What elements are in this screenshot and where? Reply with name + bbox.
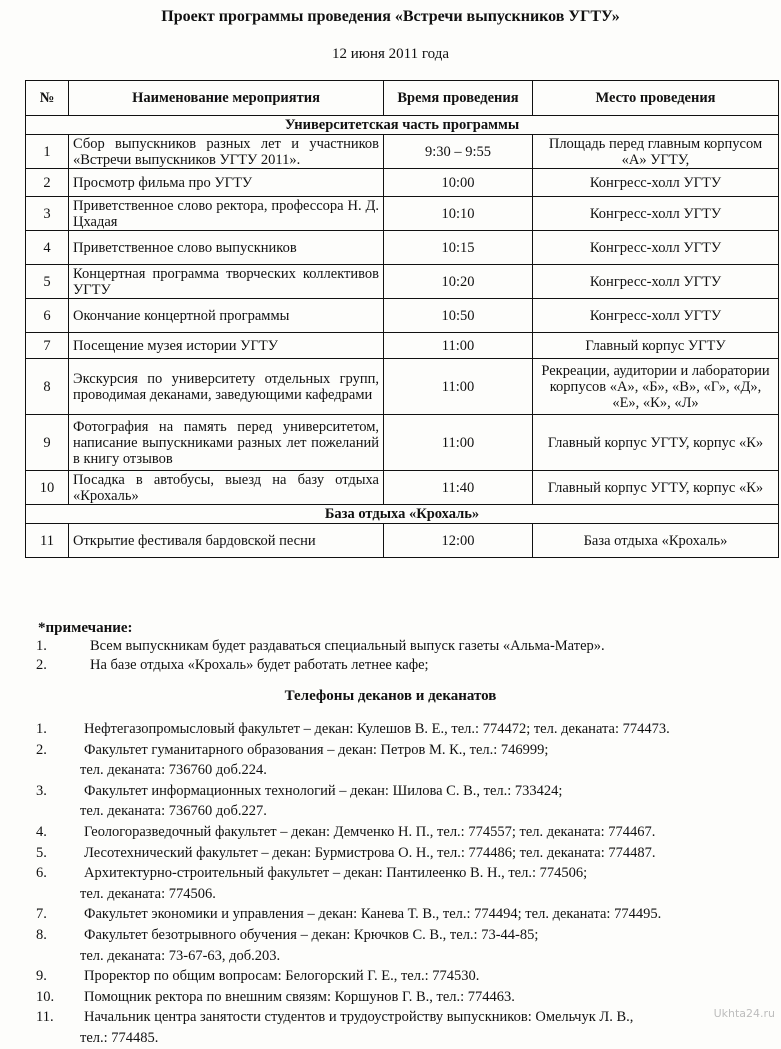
phone-number: 8. <box>36 926 47 943</box>
cell-place: Конгресс-холл УГТУ <box>533 169 779 197</box>
cell-time: 10:20 <box>384 265 533 299</box>
phone-text: Проректор по общим вопросам: Белогорский Г. Е., тел.: 774530. <box>84 968 480 985</box>
phone-number: 5. <box>36 844 47 861</box>
header-place: Место проведения <box>533 81 779 116</box>
cell-place: Главный корпус УГТУ <box>533 333 779 359</box>
section-title: Университетская часть программы <box>26 116 779 135</box>
cell-time: 10:00 <box>384 169 533 197</box>
cell-name: Концертная программа творческих коллективов УГТУ <box>69 265 384 299</box>
phone-text: Геологоразведочный факультет – декан: Демченко Н. П., тел.: 774557; тел. деканата: 774467. <box>84 823 656 840</box>
phones-list <box>0 719 760 1049</box>
cell-place: Главный корпус УГТУ, корпус «К» <box>533 415 779 471</box>
cell-name: Открытие фестиваля бардовской песни <box>69 524 384 558</box>
note-text: На базе отдыха «Крохаль» будет работать летнее кафе; <box>90 657 429 673</box>
cell-time: 10:10 <box>384 197 533 231</box>
note-number: 2. <box>36 657 47 673</box>
phone-number: 4. <box>36 823 47 840</box>
phone-item <box>0 740 760 781</box>
cell-time: 11:00 <box>384 359 533 415</box>
cell-time: 10:15 <box>384 231 533 265</box>
program-table <box>25 80 779 558</box>
cell-place: Конгресс-холл УГТУ <box>533 299 779 333</box>
program-table-body <box>26 116 779 558</box>
phone-text-continued: тел.: 774485. <box>80 1029 159 1046</box>
cell-name: Приветственное слово ректора, профессора Н. Д. Цхадая <box>69 197 384 231</box>
cell-name: Приветственное слово выпускников <box>69 231 384 265</box>
cell-time: 10:50 <box>384 299 533 333</box>
cell-num: 2 <box>26 169 69 197</box>
cell-place: Рекреации, аудитории и лаборатории корпусов «А», «Б», «В», «Г», «Д», «Е», «К», «Л» <box>533 359 779 415</box>
cell-num: 5 <box>26 265 69 299</box>
header-num: № <box>26 81 69 116</box>
table-header-row <box>26 81 779 116</box>
table-row <box>26 359 779 415</box>
cell-name: Посадка в автобусы, выезд на базу отдыха «Крохаль» <box>69 471 384 505</box>
table-row <box>26 169 779 197</box>
table-row <box>26 299 779 333</box>
phone-text: Архитектурно-строительный факультет – декан: Пантилеенко В. Н., тел.: 774506; <box>84 865 588 882</box>
phone-item <box>0 904 760 925</box>
phone-item <box>0 1007 760 1048</box>
document-date: 12 июня 2011 года <box>332 46 449 62</box>
phone-text-continued: тел. деканата: 774506. <box>80 885 216 902</box>
section-row <box>26 116 779 135</box>
phone-number: 1. <box>36 721 47 737</box>
phone-item <box>0 719 760 740</box>
table-row <box>26 524 779 558</box>
header-time: Время проведения <box>384 81 533 116</box>
phone-text: Начальник центра занятости студентов и трудоустройству выпускников: Омельчук Л. В., <box>84 1009 634 1026</box>
section-row <box>26 505 779 524</box>
phone-text-continued: тел. деканата: 736760 доб.224. <box>80 762 267 779</box>
phone-text: Факультет гуманитарного образования – декан: Петров М. К., тел.: 746999; <box>84 741 549 758</box>
phones-title: Телефоны деканов и деканатов <box>284 688 497 704</box>
section-title: База отдыха «Крохаль» <box>26 505 779 524</box>
phone-text: Факультет безотрывного обучения – декан: Крючков С. В., тел.: 73-44-85; <box>84 926 539 943</box>
table-row <box>26 197 779 231</box>
phone-number: 11. <box>36 1009 54 1026</box>
note-text: Всем выпускникам будет раздаваться специальный выпуск газеты «Альма-Матер». <box>90 638 605 654</box>
phone-text-continued: тел. деканата: 73-67-63, доб.203. <box>80 947 281 964</box>
phone-item <box>0 925 760 966</box>
cell-time: 11:00 <box>384 415 533 471</box>
phone-item <box>0 987 760 1008</box>
cell-place: База отдыха «Крохаль» <box>533 524 779 558</box>
phone-text: Нефтегазопромысловый факультет – декан: Кулешов В. Е., тел.: 774472; тел. деканата: 774473. <box>84 721 670 737</box>
cell-num: 6 <box>26 299 69 333</box>
cell-num: 4 <box>26 231 69 265</box>
cell-name: Экскурсия по университету отдельных групп, проводимая деканами, заведующими кафедрами <box>69 359 384 415</box>
table-row <box>26 471 779 505</box>
cell-place: Главный корпус УГТУ, корпус «К» <box>533 471 779 505</box>
cell-name: Просмотр фильма про УГТУ <box>69 169 384 197</box>
phone-number: 6. <box>36 865 47 882</box>
cell-time: 12:00 <box>384 524 533 558</box>
cell-num: 7 <box>26 333 69 359</box>
notes-list <box>0 637 781 675</box>
notes-title: *примечание: <box>38 620 133 636</box>
note-item <box>0 637 781 656</box>
phone-item <box>0 843 760 864</box>
cell-place: Площадь перед главным корпусом «А» УГТУ, <box>533 135 779 169</box>
cell-place: Конгресс-холл УГТУ <box>533 231 779 265</box>
phone-item <box>0 822 760 843</box>
cell-place: Конгресс-холл УГТУ <box>533 197 779 231</box>
cell-name: Посещение музея истории УГТУ <box>69 333 384 359</box>
phone-text: Помощник ректора по внешним связям: Коршунов Г. В., тел.: 774463. <box>84 988 515 1005</box>
phone-text-continued: тел. деканата: 736760 доб.227. <box>80 803 267 820</box>
table-row <box>26 265 779 299</box>
table-row <box>26 415 779 471</box>
phone-number: 2. <box>36 741 47 758</box>
cell-num: 11 <box>26 524 69 558</box>
phone-text: Факультет экономики и управления – декан: Канева Т. В., тел.: 774494; тел. деканата: 774495. <box>84 906 662 923</box>
cell-num: 9 <box>26 415 69 471</box>
cell-num: 1 <box>26 135 69 169</box>
note-number: 1. <box>36 638 47 654</box>
phone-text: Лесотехнический факультет – декан: Бурмистрова О. Н., тел.: 774486; тел. деканата: 774487. <box>84 844 656 861</box>
cell-name: Фотография на память перед университетом, написание выпускниками разных лет пожеланий в книгу отзывов <box>69 415 384 471</box>
phone-text: Факультет информационных технологий – декан: Шилова С. В., тел.: 733424; <box>84 782 563 799</box>
phone-number: 3. <box>36 782 47 799</box>
table-row <box>26 231 779 265</box>
cell-name: Окончание концертной программы <box>69 299 384 333</box>
header-name: Наименование мероприятия <box>69 81 384 116</box>
cell-place: Конгресс-холл УГТУ <box>533 265 779 299</box>
watermark: Ukhta24.ru <box>713 1007 775 1020</box>
cell-time: 11:40 <box>384 471 533 505</box>
phone-number: 10. <box>36 988 55 1005</box>
phone-item <box>0 781 760 822</box>
table-row <box>26 333 779 359</box>
cell-name: Сбор выпускников разных лет и участников «Встречи выпускников УГТУ 2011». <box>69 135 384 169</box>
phone-number: 9. <box>36 968 47 985</box>
cell-num: 8 <box>26 359 69 415</box>
phone-item <box>0 966 760 987</box>
cell-num: 3 <box>26 197 69 231</box>
phone-number: 7. <box>36 906 47 923</box>
table-row <box>26 135 779 169</box>
document-title: Проект программы проведения «Встречи выпускников УГТУ» <box>161 8 620 25</box>
phone-item <box>0 863 760 904</box>
note-item <box>0 656 781 675</box>
cell-time: 9:30 – 9:55 <box>384 135 533 169</box>
cell-time: 11:00 <box>384 333 533 359</box>
cell-num: 10 <box>26 471 69 505</box>
